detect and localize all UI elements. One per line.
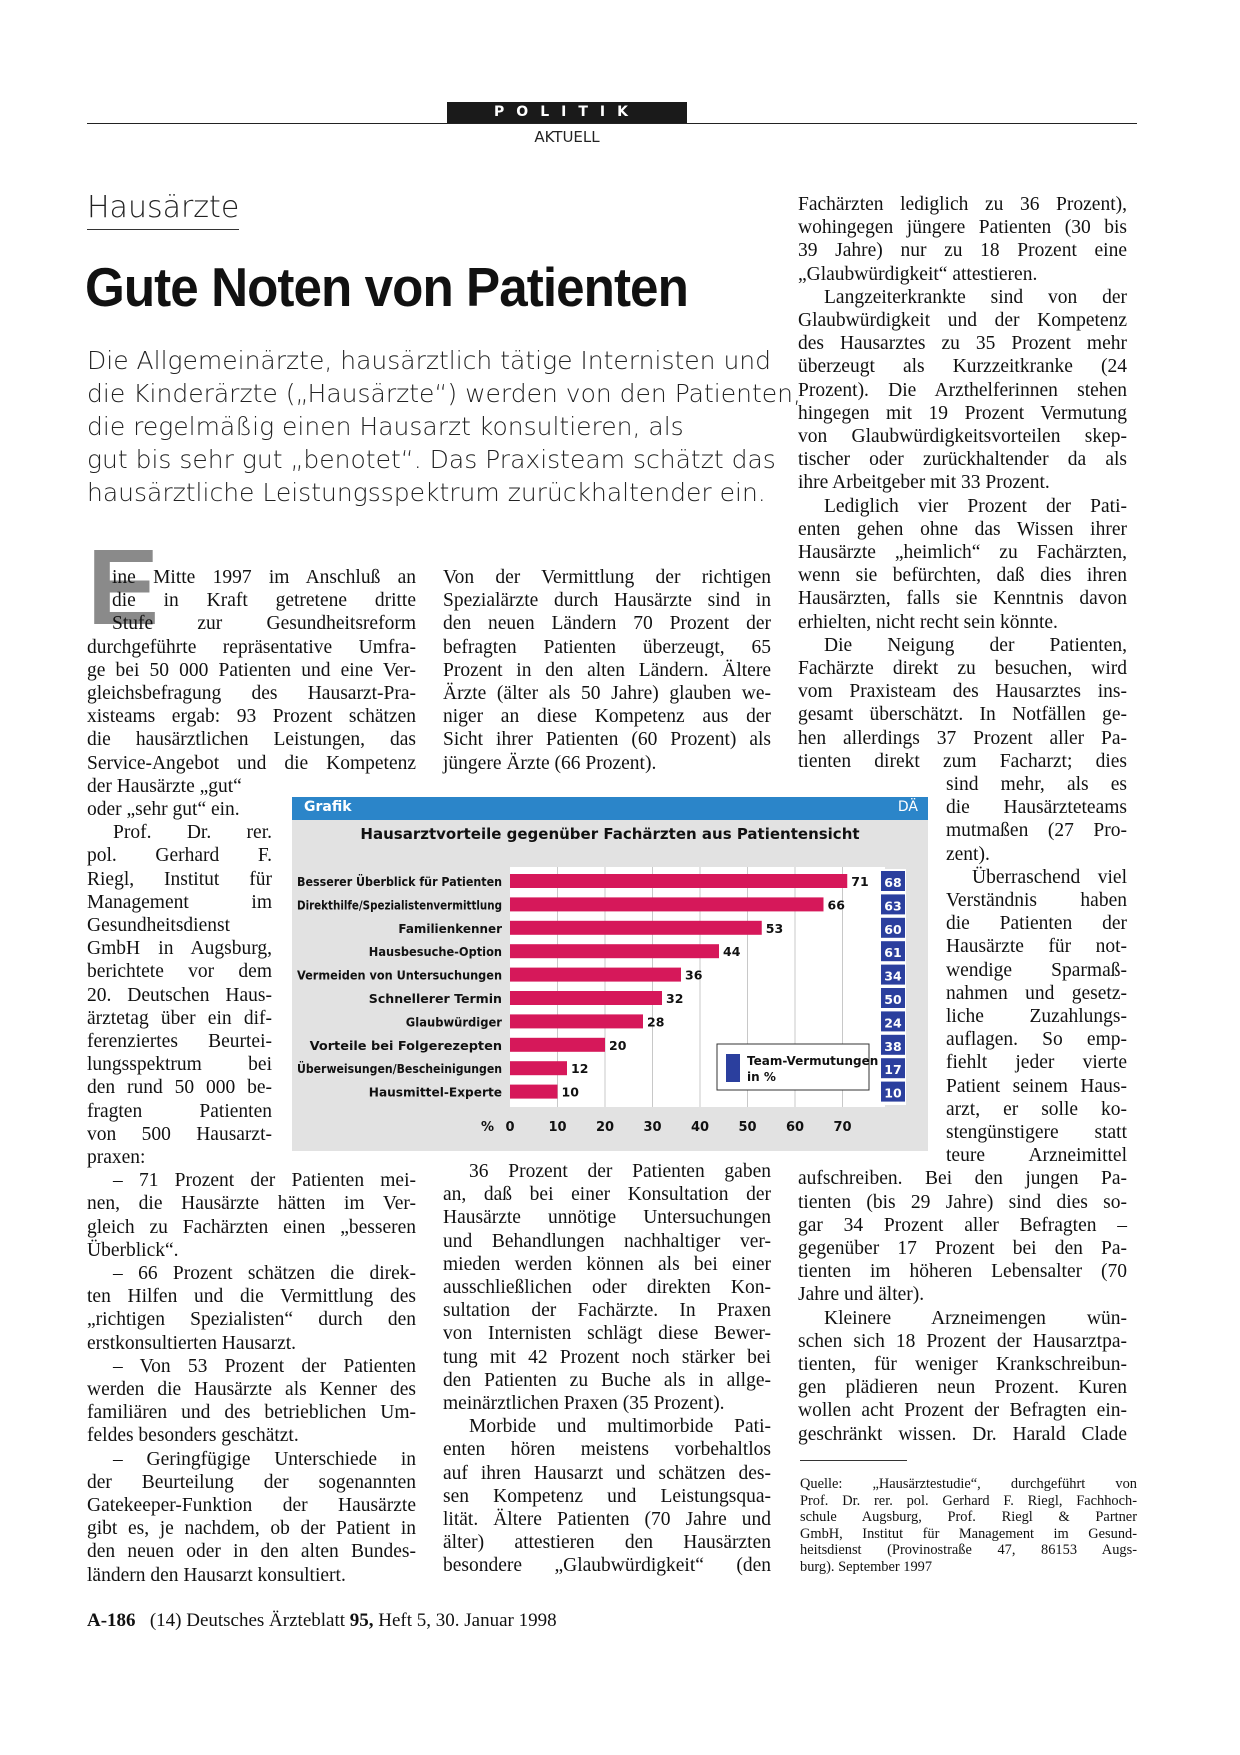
category-label: Direkthilfe/Spezialistenvermittlung (297, 898, 502, 913)
lead-line: gut bis sehr gut „benotet“. Das Praxisteam schätzt das (87, 445, 776, 474)
text-line: ländern den Hausarzt konsultiert. (87, 1564, 346, 1586)
text-line: tischer oder zurückhaltender da als (798, 449, 1127, 471)
footnote-line: GmbH, Institut für Management im Gesund- (800, 1525, 1137, 1542)
chart-header-logo: DÄ (897, 799, 918, 815)
text-line: 39 Jahre) nur zu 18 Prozent eine (798, 240, 1127, 262)
category-label: Besserer Überblick für Patienten (297, 875, 523, 889)
chart-title: Hausarztvorteile gegenüber Fachärzten aus Patientensicht (360, 825, 860, 843)
text-line: tienten (bis 29 Jahre) sind dies so- (798, 1191, 1127, 1213)
text-line: von Internisten schlägt diese Bewer- (443, 1323, 771, 1345)
text-line: – Von 53 Prozent der Patienten (113, 1355, 416, 1377)
x-tick-label: 70 (833, 1120, 852, 1135)
text-line: Riegl, Institut für (87, 868, 272, 890)
text-line: Patient seinem Haus- (946, 1075, 1127, 1097)
bar (510, 944, 719, 958)
text-line: des Hausarztes zu 35 Prozent mehr (798, 333, 1127, 355)
text-line: 36 Prozent der Patienten gaben (469, 1161, 771, 1182)
volume: 95, (349, 1610, 374, 1631)
text-line: Sicht ihrer Patienten (60 Prozent) als (443, 729, 771, 751)
text-line: Prozent). Die Arzthelferinnen stehen (798, 379, 1127, 401)
text-line: vom Praxisteam des Hausarztes ins- (798, 681, 1127, 703)
footnote-line: heitsdienst (Provinostraße 47, 86153 Augs- (800, 1542, 1137, 1559)
text-line: wohingegen jüngere Patienten (30 bis (798, 217, 1127, 239)
text-line: Glaubwürdigkeit und der Kompetenz (798, 310, 1127, 331)
text-line: gleichsbefragung des Hausarzt-Pra- (87, 683, 416, 704)
text-line: lungsspektrum bei (87, 1054, 272, 1076)
text-line: auf ihren Hausarzt und schätzen des- (443, 1462, 771, 1484)
text-line: gar 34 Prozent aller Befragten – (798, 1214, 1127, 1236)
text-line: berichtete vor dem (87, 961, 272, 983)
text-line: mieden werden können als bei einer (443, 1253, 771, 1275)
text-line: – 71 Prozent der Patienten mei- (113, 1170, 416, 1192)
text-line: werden die Hausärzte als Kenner des (87, 1379, 416, 1400)
text-line: liche Zuzahlungs- (946, 1006, 1127, 1027)
text-line: teure Arzneimittel (946, 1145, 1127, 1167)
data-label: 28 (647, 1014, 665, 1030)
text-line: der Beurteilung der sogenannten (87, 1471, 416, 1493)
data-label: 10 (561, 1084, 579, 1100)
text-line: gleich zu Fachärzten einen „besseren (87, 1216, 416, 1238)
text-line: jüngere Ärzte (66 Prozent). (443, 752, 657, 774)
text-line: GmbH in Augsburg, (87, 938, 272, 960)
text-line: „richtigen Spezialisten“ durch den (87, 1309, 416, 1331)
text-line: gen plädieren neun Prozent. Kuren (798, 1377, 1127, 1399)
text-line: tienten direkt zum Facharzt; dies (798, 750, 1127, 772)
text-line: den rund 50 000 be- (87, 1077, 272, 1099)
text-line: auflagen. So emp- (946, 1029, 1127, 1051)
text-line: Kleinere Arzneimengen wün- (824, 1307, 1127, 1329)
text-line: enten hören meistens vorbehaltlos (443, 1439, 771, 1461)
text-line: von Glaubwürdigkeitsvorteilen skep- (798, 426, 1127, 447)
category-label: Vorteile bei Folgerezepten (309, 1038, 502, 1053)
issue-date: Heft 5, 30. Januar 1998 (373, 1610, 557, 1631)
footnote-line: Quelle: „Hausärztestudie“, durchgeführt von (800, 1476, 1137, 1492)
text-line: Gatekeeper-Funktion der Hausärzte (87, 1495, 416, 1516)
data-label: 32 (666, 991, 684, 1006)
page-number: A-186 (87, 1610, 136, 1631)
footnote-line: Prof. Dr. rer. pol. Gerhard F. Riegl, Fachhoch- (800, 1492, 1137, 1509)
page-footer (87, 1610, 557, 1632)
text-line: aufschreiben. Bei den jungen Pa- (798, 1168, 1127, 1190)
data-label: 53 (765, 920, 784, 936)
team-value-label: 34 (884, 968, 902, 984)
top-rule (87, 123, 1137, 124)
text-line: ge bei 50 000 Patienten und eine Ver- (87, 659, 416, 681)
text-line: fragten Patienten (87, 1100, 272, 1122)
text-line: älter) attestieren den Hausärzten (443, 1532, 771, 1554)
text-line: wollen acht Prozent der Befragten ein- (798, 1400, 1127, 1422)
data-label: 20 (609, 1037, 627, 1053)
category-label: Vermeiden von Untersuchungen (297, 968, 502, 983)
text-line: 20. Deutschen Haus- (87, 984, 272, 1006)
category-label: Hausbesuche-Option (368, 945, 502, 960)
lead-paragraph (87, 344, 801, 509)
data-label: 12 (571, 1061, 589, 1077)
text-line: Jahre und älter). (798, 1284, 925, 1306)
text-line: tung mit 42 Prozent noch stärker bei (443, 1346, 771, 1368)
text-line: hen allerdings 37 Prozent aller Pa- (798, 727, 1127, 749)
team-value-label: 50 (884, 992, 902, 1007)
lead-line: Die Allgemeinärzte, hausärztlich tätige Internisten und (87, 346, 771, 375)
chart-header-label: Grafik (304, 799, 352, 815)
text-line: wendige Sparmaß- (946, 959, 1127, 981)
text-line: hingegen mit 19 Prozent Vermutung (798, 402, 1127, 424)
lead-line: hausärztliche Leistungsspektrum zurückhaltender ein. (87, 478, 766, 507)
headline: Gute Noten von Patienten (85, 256, 688, 318)
category-label: Familienkenner (398, 921, 502, 936)
text-line: ihre Arbeitgeber mit 33 Prozent. (798, 472, 1050, 494)
bar (510, 1061, 567, 1075)
x-tick-label: 30 (643, 1120, 662, 1135)
team-value-label: 61 (884, 945, 902, 961)
text-line: Hausärzte unnötige Untersuchungen (443, 1207, 771, 1229)
text-line: erstkonsultierten Hausarzt. (87, 1332, 297, 1354)
bar-chart (292, 797, 928, 1151)
x-axis-unit: % (480, 1120, 494, 1135)
text-line: Hausärzte „heimlich“ zu Fachärzten, (798, 542, 1127, 563)
text-line: Hausärzten, falls sie Kenntnis davon (798, 588, 1127, 610)
text-line: von 500 Hausarzt- (87, 1123, 272, 1145)
text-line: nahmen und gesetz- (946, 982, 1127, 1004)
text-line: – Geringfügige Unterschiede in (113, 1448, 416, 1470)
text-line: der Hausärzte „gut“ (87, 775, 242, 797)
text-line: Von der Vermittlung der richtigen (443, 567, 771, 588)
team-value-label: 68 (884, 875, 902, 890)
text-line: Die Neigung der Patienten, (824, 634, 1127, 656)
text-line: überzeugt als Kurzzeitkranke (24 (798, 356, 1127, 378)
text-line: Management im (87, 891, 272, 913)
text-line: sen Kompetenz und Leistungsqua- (443, 1485, 771, 1507)
legend-label-line-1: Team-Vermutungen (747, 1054, 879, 1068)
category-label: Schnellerer Termin (368, 992, 502, 1006)
text-line: die in Kraft getretene dritte (112, 590, 416, 612)
text-line: den neuen Ländern 70 Prozent der (443, 613, 771, 635)
text-line: befragten Patienten überzeugt, 65 (443, 636, 771, 658)
category-label: Glaubwürdiger (405, 1015, 502, 1030)
footnote-line: schule Augsburg, Prof. Riegl & Partner (800, 1509, 1137, 1526)
bar (510, 874, 847, 888)
text-line: den neuen oder in den alten Bundes- (87, 1541, 416, 1563)
section-label: POLITIK (447, 102, 687, 123)
source-footnote (800, 1476, 1137, 1576)
drop-cap: E (87, 526, 160, 647)
text-line: meinärztlichen Praxen (35 Prozent). (443, 1393, 725, 1414)
data-label: 66 (827, 897, 845, 913)
text-line: mutmaßen (27 Pro- (946, 820, 1127, 842)
text-line: wenn sie befürchten, daß dies ihren (798, 565, 1127, 587)
footnote-line: burg). September 1997 (800, 1558, 933, 1575)
text-line: Morbide und multimorbide Pati- (469, 1416, 771, 1438)
text-line: an, daß bei einer Konsultation der (443, 1184, 771, 1206)
x-tick-label: 20 (595, 1120, 615, 1135)
text-line: die Hausärzteteams (946, 797, 1127, 819)
text-line: und Behandlungen nachhaltiger ver- (443, 1230, 771, 1252)
x-tick-label: 0 (505, 1120, 515, 1135)
text-line: besondere „Glaubwürdigkeit“ (den (443, 1555, 771, 1577)
team-value-label: 17 (884, 1062, 902, 1078)
text-line: Fachärzte direkt zu besuchen, wird (798, 658, 1127, 679)
subsection-label: AKTUELL (534, 128, 600, 146)
text-line: niger an diese Kompetenz aus der (443, 706, 771, 728)
text-line: Lediglich vier Prozent der Pati- (824, 495, 1127, 517)
text-line: gibt es, je nachdem, ob der Patient in (87, 1518, 416, 1540)
kicker: Hausärzte (87, 190, 239, 230)
footnote-rule (800, 1460, 907, 1461)
text-line: Überblick“. (87, 1239, 179, 1261)
bar (510, 897, 824, 911)
text-line: Fachärzten lediglich zu 36 Prozent), (798, 194, 1127, 215)
text-line: geschränkt wissen. Dr. Harald Clade (798, 1423, 1127, 1445)
text-line: tienten im höheren Lebensalter (70 (798, 1261, 1127, 1283)
text-line: Ärzte (älter als 50 Jahre) glauben we- (443, 683, 771, 704)
text-line: Langzeiterkrankte sind von der (824, 286, 1127, 308)
text-line: nen, die Hausärzte hätten im Ver- (87, 1193, 416, 1215)
lead-line: die Kinderärzte („Hausärzte“) werden von den Patienten, (87, 379, 801, 408)
data-label: 36 (685, 967, 703, 983)
text-line: Spezialärzte durch Hausärzte sind in (443, 590, 771, 612)
text-line: ine Mitte 1997 im Anschluß an (112, 567, 416, 588)
chart-panel (292, 797, 928, 1151)
text-line: Verständnis haben (946, 890, 1127, 911)
text-line: Stufe zur Gesundheitsreform (112, 613, 416, 635)
text-line: familiären und des betrieblichen Um- (87, 1402, 416, 1424)
bar (510, 1085, 558, 1099)
data-label: 71 (851, 874, 869, 889)
text-line: ausschließlichen oder direkten Kon- (443, 1277, 771, 1298)
x-tick-label: 10 (548, 1120, 567, 1135)
text-line: Service-Angebot und die Kompetenz (87, 752, 416, 774)
data-label: 44 (723, 944, 741, 960)
legend-swatch (726, 1054, 740, 1082)
text-line: arzt, er solle ko- (946, 1098, 1127, 1120)
category-label: Hausmittel-Experte (368, 1085, 502, 1100)
text-line: gesamt überschätzt. In Notfällen ge- (798, 704, 1127, 726)
team-value-label: 63 (884, 898, 902, 914)
text-line: Prof. Dr. rer. (113, 822, 272, 844)
text-line: die hausärztlichen Leistungen, das (87, 729, 416, 751)
text-line: die Patienten der (946, 913, 1127, 935)
team-value-label: 60 (884, 921, 902, 937)
text-line: tienten, für weniger Krankschreibun- (798, 1354, 1127, 1375)
text-line: erhielten, nicht recht sein könnte. (798, 611, 1058, 633)
text-line: den Patienten zu Buche als in allge- (443, 1369, 771, 1391)
bar (510, 1014, 643, 1028)
text-line: enten gehen ohne das Wissen ihrer (798, 518, 1127, 540)
bar (510, 921, 762, 935)
lead-line: die regelmäßig einen Hausarzt konsultieren, als (87, 412, 684, 441)
text-line: praxen: (87, 1147, 146, 1168)
team-value-label: 24 (884, 1015, 902, 1031)
text-line: ten Hilfen und die Vermittlung des (87, 1286, 416, 1308)
text-line: „Glaubwürdigkeit“ attestieren. (798, 263, 1038, 285)
text-line: fiehlt jeder vierte (946, 1052, 1127, 1074)
journal-ref: (14) Deutsches Ärzteblatt (149, 1610, 350, 1631)
bar (510, 991, 662, 1005)
text-line: sultation der Fachärzte. In Praxen (443, 1300, 771, 1322)
text-line: – 66 Prozent schätzen die direk- (113, 1263, 416, 1284)
text-line: stengünstigere statt (946, 1122, 1127, 1143)
legend-label-line-2: in % (747, 1070, 776, 1084)
team-value-label: 38 (884, 1038, 902, 1054)
text-line: Gesundheitsdienst (87, 915, 230, 936)
text-line: ferenziertes Beurtei- (87, 1031, 272, 1052)
text-line: sind mehr, als es (946, 774, 1127, 795)
text-line: oder „sehr gut“ ein. (87, 799, 240, 820)
text-line: Überraschend viel (972, 866, 1127, 888)
text-line: zent). (946, 843, 990, 865)
text-line: durchgeführte repräsentative Umfra- (87, 636, 416, 658)
bar (510, 1038, 605, 1052)
team-value-label: 10 (884, 1085, 902, 1101)
text-line: Hausärzte für not- (946, 936, 1127, 958)
bar (510, 968, 681, 982)
text-line: schen sich 18 Prozent der Hausarztpa- (798, 1330, 1127, 1352)
text-line: ärztetag über ein dif- (87, 1007, 272, 1029)
text-line: pol. Gerhard F. (87, 845, 272, 867)
category-label: Überweisungen/Bescheinigungen (297, 1062, 527, 1077)
x-tick-label: 60 (785, 1120, 805, 1135)
x-tick-label: 50 (738, 1120, 757, 1135)
text-line: Prozent in den alten Ländern. Ältere (443, 659, 771, 681)
text-line: lität. Ältere Patienten (70 Jahre und (443, 1509, 771, 1530)
text-line: xisteams ergab: 93 Prozent schätzen (87, 706, 416, 728)
text-line: gegenüber 17 Prozent bei den Pa- (798, 1238, 1127, 1259)
text-line: feldes besonders geschätzt. (87, 1425, 299, 1447)
x-tick-label: 40 (690, 1120, 710, 1135)
